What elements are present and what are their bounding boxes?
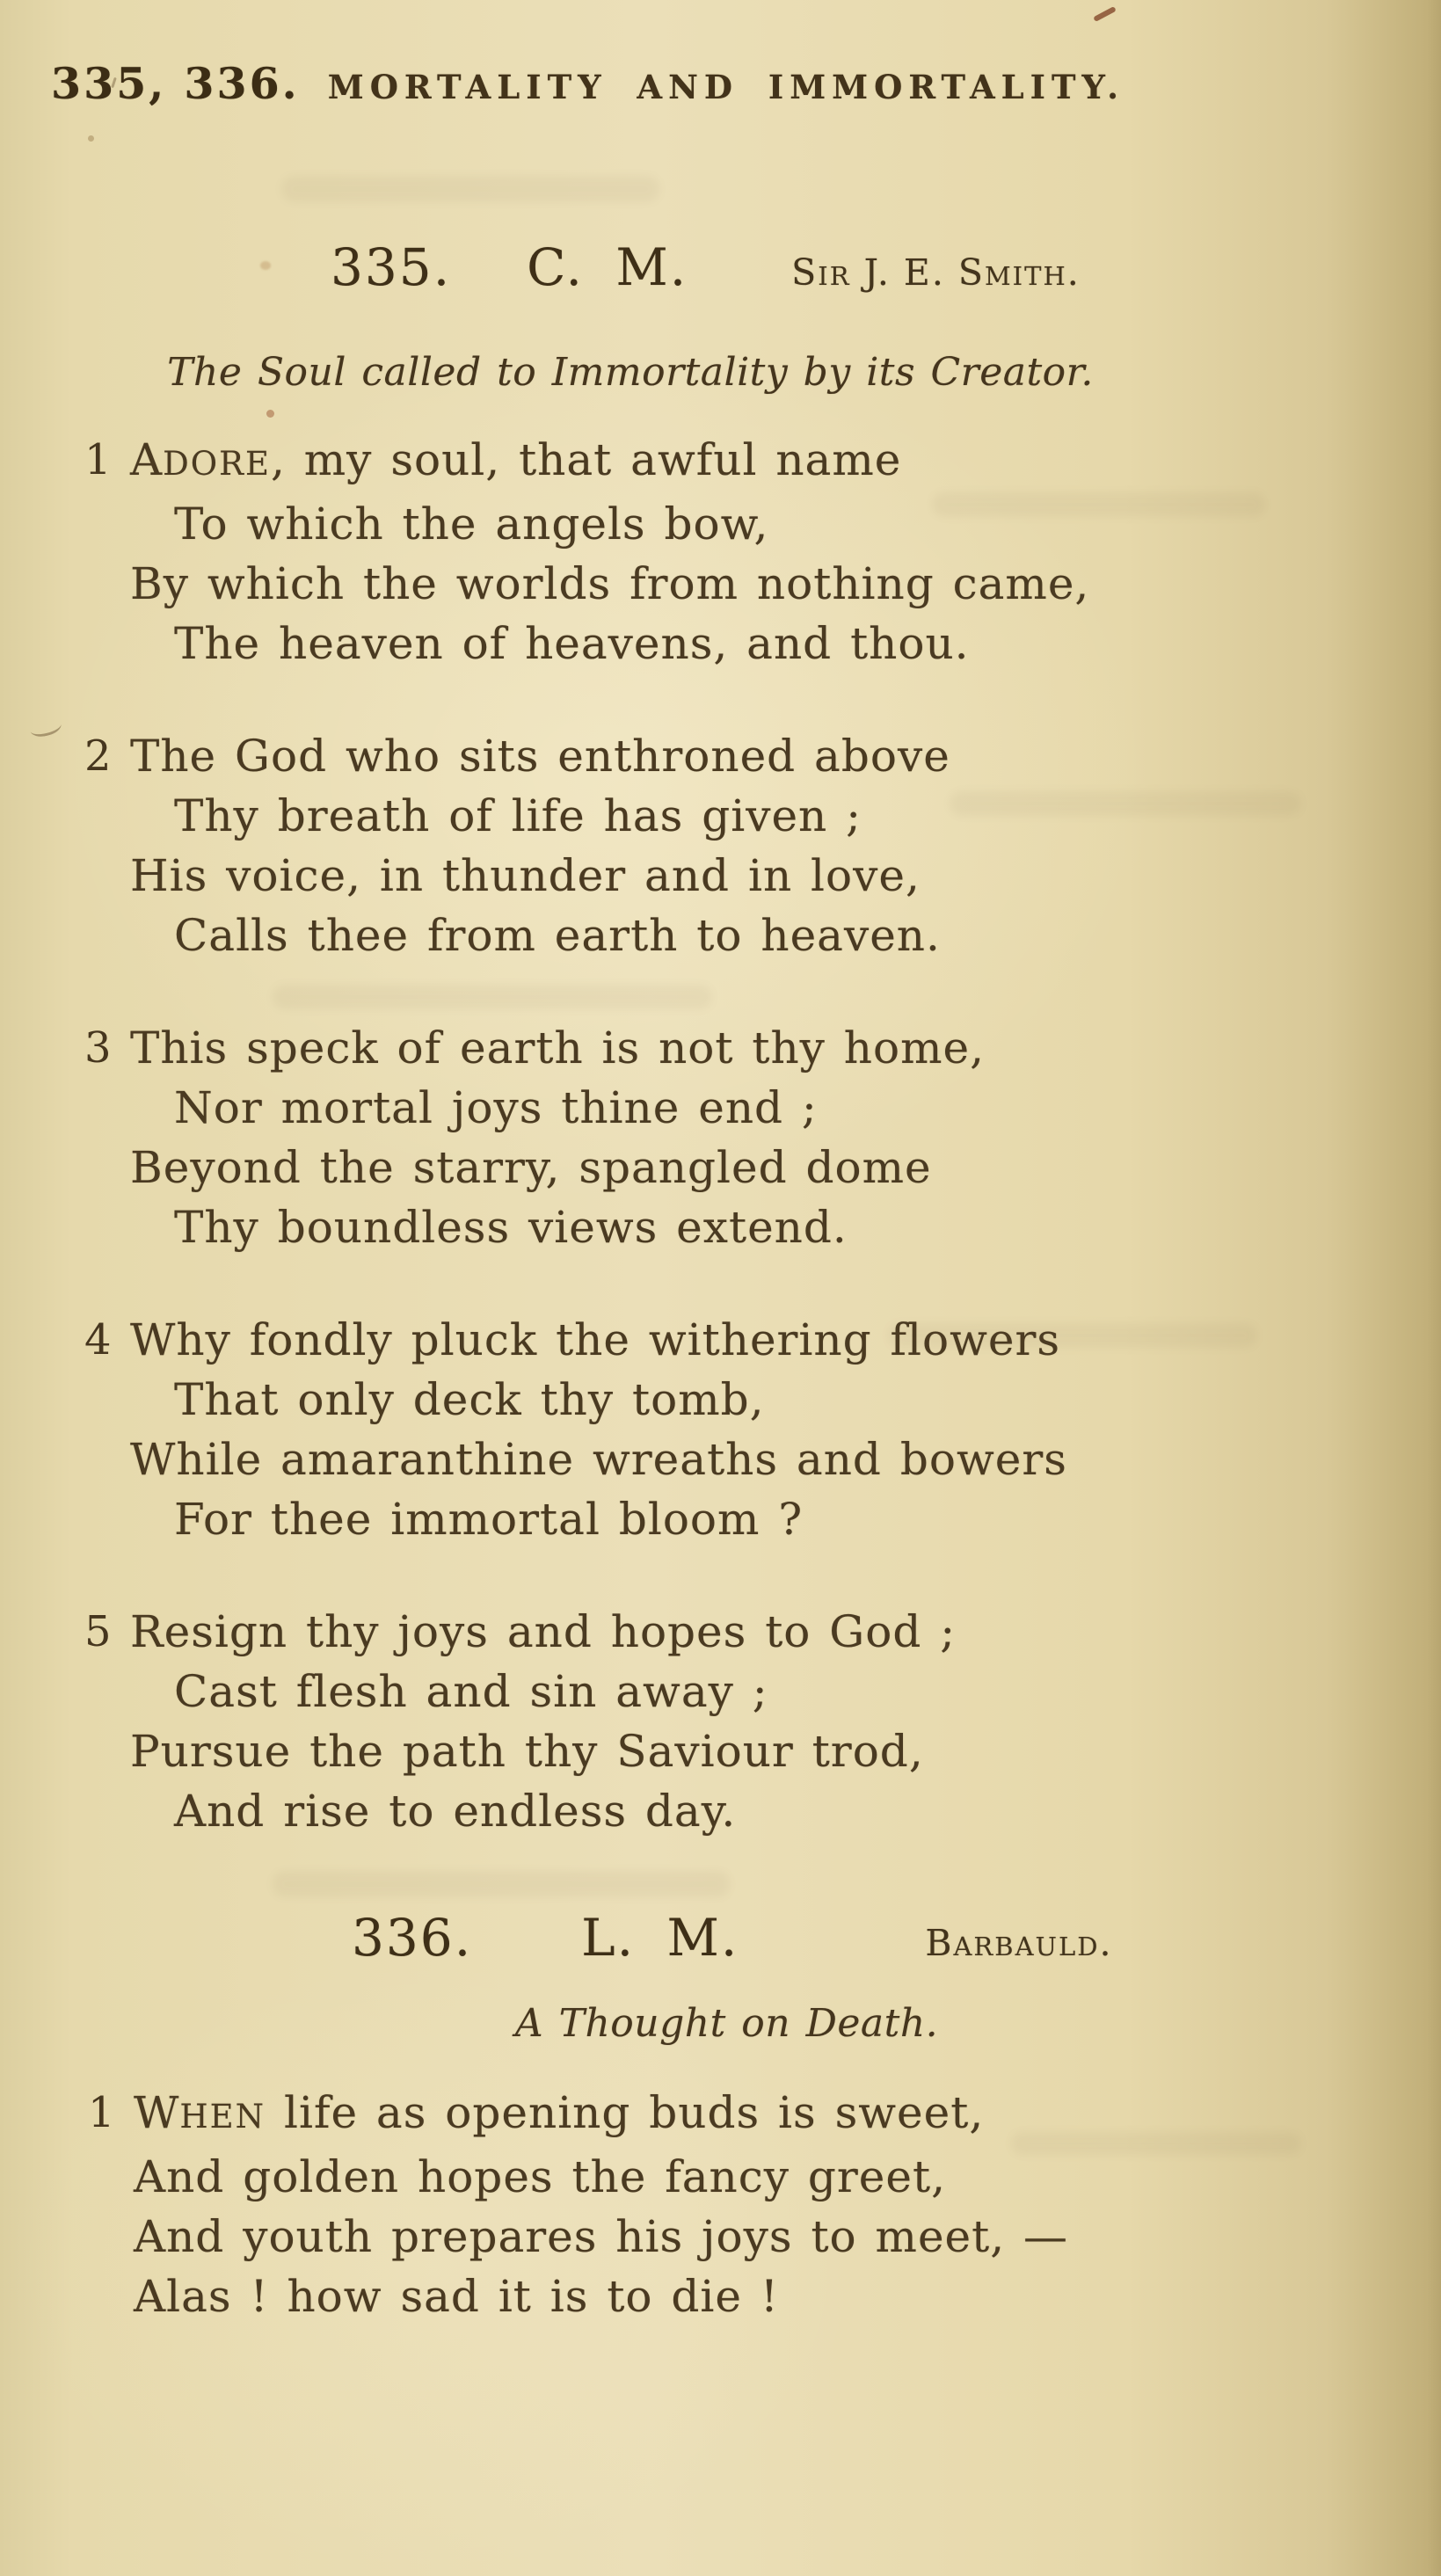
verse-line: By which the worlds from nothing came, bbox=[130, 558, 1090, 609]
hymn-335-verses bbox=[0, 430, 1441, 1841]
verse bbox=[88, 2083, 1441, 2326]
verse-line: That only deck thy tomb, bbox=[174, 1374, 765, 1425]
verse-line: Thy boundless views extend. bbox=[174, 1202, 848, 1253]
hymn-meter: C. M. bbox=[527, 237, 688, 297]
verse-line: His voice, in thunder and in love, bbox=[130, 850, 921, 901]
verse-line: Thy breath of life has given ; bbox=[174, 790, 862, 841]
hymn-336 bbox=[0, 1908, 1441, 2326]
verse-line: The God who sits enthroned above bbox=[130, 731, 950, 782]
verse-line: WHEN life as opening buds is sweet, bbox=[134, 2087, 985, 2138]
verse-lines bbox=[130, 1018, 1441, 1257]
verse-number: 1 bbox=[88, 2088, 115, 2137]
hymn-335 bbox=[0, 237, 1441, 1841]
verse-line: Alas ! how sad it is to die ! bbox=[134, 2271, 779, 2322]
verse-line: ADORE, my soul, that awful name bbox=[130, 434, 902, 485]
hymn-title: The Soul called to Immortality by its Creator. bbox=[167, 350, 1094, 395]
verse-line: To which the angels bow, bbox=[174, 498, 769, 549]
verse-line: Cast flesh and sin away ; bbox=[174, 1666, 768, 1717]
verse-line: Pursue the path thy Saviour trod, bbox=[130, 1726, 924, 1777]
verse-line: Calls thee from earth to heaven. bbox=[174, 910, 941, 961]
verse-number: 4 bbox=[84, 1315, 112, 1364]
hymn-author: Sir J. E. Smith. bbox=[791, 251, 1081, 294]
verse-line: And rise to endless day. bbox=[174, 1786, 737, 1837]
verse-line: While amaranthine wreaths and bowers bbox=[130, 1434, 1067, 1485]
verse-lines bbox=[134, 2083, 1441, 2326]
verse-line: And golden hopes the fancy greet, bbox=[134, 2151, 946, 2202]
verse-line: Resign thy joys and hopes to God ; bbox=[130, 1606, 957, 1657]
verse bbox=[84, 726, 1441, 965]
hymn-335-heading bbox=[0, 237, 1441, 297]
verse-line: And youth prepares his joys to meet, — bbox=[134, 2211, 1069, 2262]
verse bbox=[84, 1602, 1441, 1841]
verse bbox=[84, 430, 1441, 673]
verse-lines bbox=[130, 726, 1441, 965]
verse-number: 3 bbox=[84, 1023, 112, 1073]
lead-small-caps: DORE bbox=[163, 445, 271, 483]
verse bbox=[84, 1018, 1441, 1257]
verse-number: 2 bbox=[84, 731, 112, 781]
verse-line: Nor mortal joys thine end ; bbox=[174, 1082, 818, 1133]
verse-line: Beyond the starry, spangled dome bbox=[130, 1142, 932, 1193]
hymn-336-heading bbox=[0, 1908, 1441, 1968]
verse-number: 1 bbox=[84, 435, 112, 484]
running-header-hymn-numbers: 335, 336. bbox=[51, 58, 300, 109]
verse-lines bbox=[130, 1602, 1441, 1841]
lead-capital: A bbox=[130, 434, 164, 485]
hymn-meter: L. M. bbox=[581, 1908, 739, 1968]
hymn-336-verses bbox=[0, 2083, 1441, 2326]
ink-speck bbox=[88, 135, 94, 142]
verse bbox=[84, 1310, 1441, 1549]
hymn-number: 335. bbox=[331, 237, 452, 297]
show-through-text bbox=[281, 176, 659, 202]
lead-small-caps: HEN bbox=[179, 2098, 266, 2136]
verse-lines bbox=[130, 1310, 1441, 1549]
running-header bbox=[0, 0, 1441, 109]
hymn-number: 336. bbox=[352, 1908, 473, 1968]
lead-capital: W bbox=[134, 2087, 180, 2138]
hymn-author: Barbauld. bbox=[925, 1922, 1113, 1964]
verse-lines bbox=[130, 430, 1441, 673]
verse-line: This speck of earth is not thy home, bbox=[130, 1022, 986, 1073]
running-header-section-title: MORTALITY AND IMMORTALITY. bbox=[327, 68, 1125, 106]
verse-line: The heaven of heavens, and thou. bbox=[174, 618, 970, 669]
hymn-title: A Thought on Death. bbox=[514, 2001, 939, 2046]
verse-line: For thee immortal bloom ? bbox=[174, 1494, 804, 1545]
verse-line: Why fondly pluck the withering flowers bbox=[130, 1314, 1061, 1365]
show-through-text bbox=[273, 1871, 730, 1897]
verse-number: 5 bbox=[84, 1607, 112, 1656]
